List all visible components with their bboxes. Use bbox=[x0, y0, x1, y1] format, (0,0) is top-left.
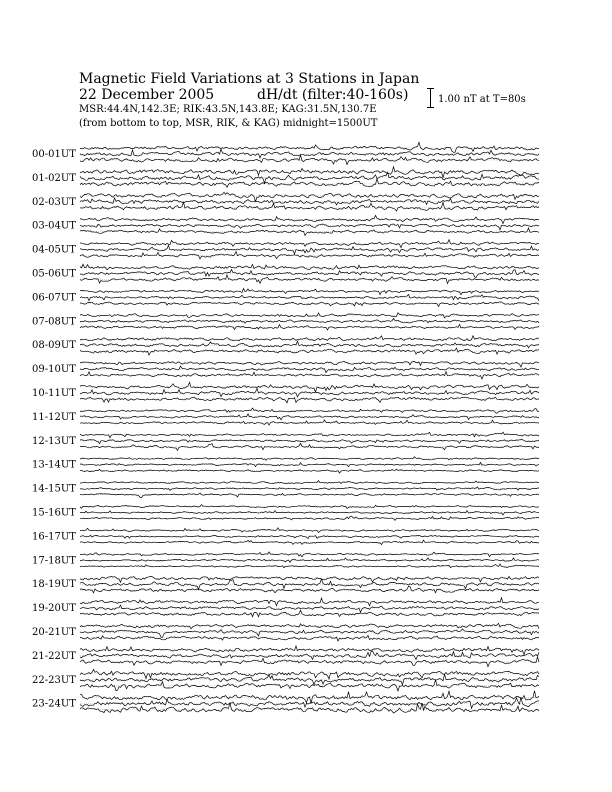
hour-label: 04-05UT bbox=[32, 244, 76, 256]
trace-rik bbox=[80, 366, 539, 373]
station-order-label: (from bottom to top, MSR, RIK, & KAG) midnight=1500UT bbox=[79, 118, 378, 129]
trace-kag bbox=[80, 142, 539, 152]
trace-rik bbox=[80, 651, 539, 660]
trace-msr bbox=[80, 179, 539, 188]
hour-label: 13-14UT bbox=[32, 459, 76, 471]
trace-kag bbox=[80, 646, 539, 655]
hour-label: 18-19UT bbox=[32, 579, 76, 591]
trace-kag bbox=[80, 264, 539, 270]
trace-msr bbox=[80, 397, 539, 403]
hour-label: 06-07UT bbox=[32, 292, 76, 304]
trace-rik bbox=[80, 341, 539, 348]
trace-kag bbox=[80, 167, 539, 178]
trace-rik bbox=[80, 388, 539, 397]
trace-rik bbox=[80, 318, 539, 323]
trace-kag bbox=[80, 336, 539, 341]
hour-label: 05-06UT bbox=[32, 268, 76, 280]
trace-kag bbox=[80, 481, 539, 484]
trace-kag bbox=[80, 528, 539, 533]
trace-msr bbox=[80, 252, 539, 259]
stations-label: MSR:44.4N,142.3E; RIK:43.5N,143.8E; KAG:31.5N,130.7E bbox=[79, 104, 377, 115]
hour-label: 20-21UT bbox=[32, 627, 76, 638]
trace-rik bbox=[80, 558, 539, 562]
trace-rik bbox=[80, 462, 539, 466]
trace-kag bbox=[80, 598, 539, 606]
trace-rik bbox=[80, 697, 539, 708]
trace-msr bbox=[80, 564, 539, 568]
filter-label: dH/dt (filter:40-160s) bbox=[257, 87, 409, 103]
trace-msr bbox=[80, 348, 539, 355]
trace-rik bbox=[80, 172, 539, 183]
hour-label: 12-13UT bbox=[32, 435, 76, 447]
hour-label: 16-17UT bbox=[32, 531, 76, 543]
trace-rik bbox=[80, 270, 539, 278]
trace-msr bbox=[80, 540, 539, 544]
chart-title: Magnetic Field Variations at 3 Stations in Japan bbox=[79, 71, 420, 87]
trace-rik bbox=[80, 535, 539, 538]
trace-rik bbox=[80, 487, 539, 490]
hour-label: 02-03UT bbox=[32, 196, 76, 208]
hour-label: 08-09UT bbox=[32, 340, 76, 352]
trace-kag bbox=[80, 361, 539, 367]
trace-rik bbox=[80, 579, 539, 589]
trace-msr bbox=[80, 680, 539, 691]
trace-rik bbox=[80, 245, 539, 254]
trace-msr bbox=[80, 493, 539, 498]
hour-label: 17-18UT bbox=[32, 555, 76, 567]
hour-label: 03-04UT bbox=[32, 220, 76, 232]
hour-label: 09-10UT bbox=[32, 364, 76, 376]
trace-rik bbox=[80, 198, 539, 205]
hour-label: 14-15UT bbox=[32, 483, 76, 495]
trace-kag bbox=[80, 408, 539, 413]
trace-rik bbox=[80, 629, 539, 638]
date-label: 22 December 2005 bbox=[79, 87, 215, 103]
hour-label: 23-24UT bbox=[32, 698, 76, 710]
hour-label: 11-12UT bbox=[32, 411, 76, 423]
trace-kag bbox=[80, 669, 539, 679]
trace-msr bbox=[80, 516, 539, 520]
scale-bar-label: 1.00 nT at T=80s bbox=[438, 94, 526, 105]
trace-msr bbox=[80, 586, 539, 593]
hour-label: 10-11UT bbox=[32, 388, 76, 399]
trace-kag bbox=[80, 576, 539, 582]
trace-kag bbox=[80, 240, 539, 248]
hour-label: 01-02UT bbox=[32, 172, 76, 184]
hour-label: 22-23UT bbox=[32, 674, 76, 686]
trace-msr bbox=[80, 610, 539, 617]
trace-kag bbox=[80, 289, 539, 295]
hour-label: 00-01UT bbox=[32, 149, 76, 160]
trace-msr bbox=[80, 275, 539, 284]
trace-msr bbox=[80, 420, 539, 425]
trace-rik bbox=[80, 605, 539, 612]
trace-msr bbox=[80, 302, 539, 307]
trace-msr bbox=[80, 469, 539, 473]
trace-rik bbox=[80, 674, 539, 685]
hour-label: 15-16UT bbox=[32, 507, 76, 519]
trace-rik bbox=[80, 224, 539, 230]
hour-label: 19-20UT bbox=[32, 603, 76, 615]
hour-label: 21-22UT bbox=[32, 650, 76, 662]
hour-label: 07-08UT bbox=[32, 316, 76, 328]
trace-rik bbox=[80, 511, 539, 516]
trace-rik bbox=[80, 440, 539, 444]
